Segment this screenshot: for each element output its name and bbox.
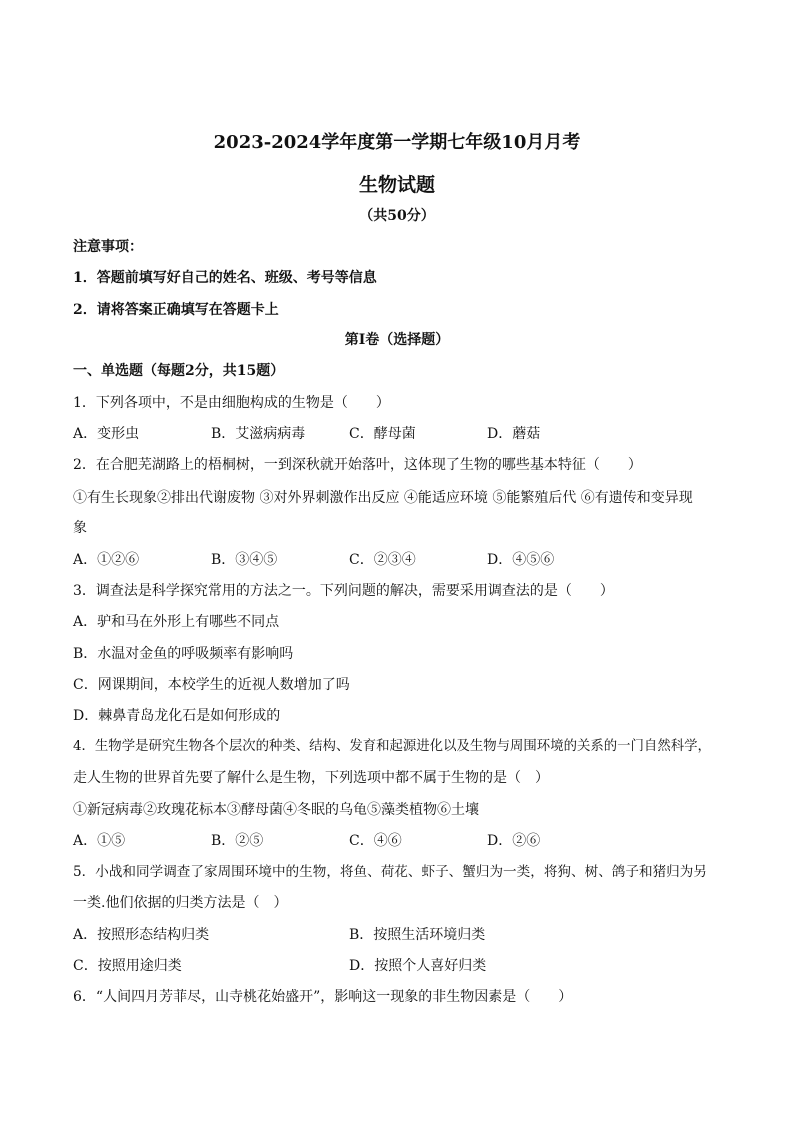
option-c: C．网课期间，本校学生的近视人数增加了吗	[73, 677, 350, 693]
question-stem: ①新冠病毒②玫瑰花标本③酵母菌④冬眠的乌龟⑤藻类植物⑥土壤	[73, 802, 479, 818]
subject-title: 生物试题	[358, 174, 435, 196]
option-a: A．①②⑥	[73, 552, 140, 568]
question-stem: 1．下列各项中，不是由细胞构成的生物是（ ）	[73, 395, 390, 411]
question-stem: 一类.他们依据的归类方法是（ ）	[73, 895, 288, 911]
question-stem: ①有生长现象②排出代谢废物 ③对外界刺激作出反应 ④能适应环境 ⑤能繁殖后代 ⑥有遗传和变异现	[73, 490, 693, 506]
option-a: A．驴和马在外形上有哪些不同点	[73, 614, 280, 630]
section-heading: 一、单选题（每题2分，共15题）	[73, 363, 285, 379]
question-stem: 4．生物学是研究生物各个层次的种类、结构、发育和起源进化以及生物与周围环境的关系的一门自然科学，	[73, 739, 711, 754]
option-b: B．按照生活环境归类	[349, 927, 486, 943]
total-score: （共50分）	[359, 208, 435, 224]
option-b: B．水温对金鱼的呼吸频率有影响吗	[73, 646, 294, 662]
option-d: D．蘑菇	[487, 426, 541, 442]
option-c: C．②③④	[349, 552, 416, 568]
option-c: C．④⑥	[349, 833, 402, 849]
notice-heading: 注意事项：	[73, 239, 143, 255]
notice-item: 1．答题前填写好自己的姓名、班级、考号等信息	[73, 270, 377, 286]
notice-item: 2．请将答案正确填写在答题卡上	[73, 302, 279, 318]
option-d: D．棘鼻青岛龙化石是如何形成的	[73, 708, 281, 724]
option-a: A．①⑤	[73, 833, 126, 849]
question-stem: 2．在合肥芜湖路上的梧桐树，一到深秋就开始落叶，这体现了生物的哪些基本特征（ ）	[73, 457, 642, 473]
exam-title: 2023-2024学年度第一学期七年级10月月考	[213, 132, 581, 153]
option-b: B．②⑤	[211, 833, 264, 849]
option-c: C．酵母菌	[349, 426, 416, 442]
option-c: C．按照用途归类	[73, 958, 182, 974]
question-stem: 走人生物的世界首先要了解什么是生物，下列选项中都不属于生物的是（ ）	[73, 770, 549, 786]
option-d: D．②⑥	[487, 833, 541, 849]
question-stem: 象	[73, 520, 87, 536]
option-b: B．③④⑤	[211, 552, 278, 568]
option-d: D．④⑤⑥	[487, 552, 555, 568]
question-stem: 3．调查法是科学探究常用的方法之一。下列问题的解决，需要采用调查法的是（ ）	[73, 583, 614, 599]
option-b: B．艾滋病病毒	[211, 426, 306, 442]
option-a: A．按照形态结构归类	[73, 927, 210, 943]
question-stem: 5．小战和同学调查了家周围环境中的生物，将鱼、荷花、虾子、蟹归为一类，将狗、树、鸽子和猪归为另	[73, 864, 707, 880]
question-stem: 6．“人间四月芳菲尽，山寺桃花始盛开”，影响这一现象的非生物因素是（ ）	[73, 989, 573, 1005]
volume-heading: 第I卷（选择题）	[344, 332, 450, 348]
option-d: D．按照个人喜好归类	[349, 958, 487, 974]
option-a: A．变形虫	[73, 426, 140, 442]
